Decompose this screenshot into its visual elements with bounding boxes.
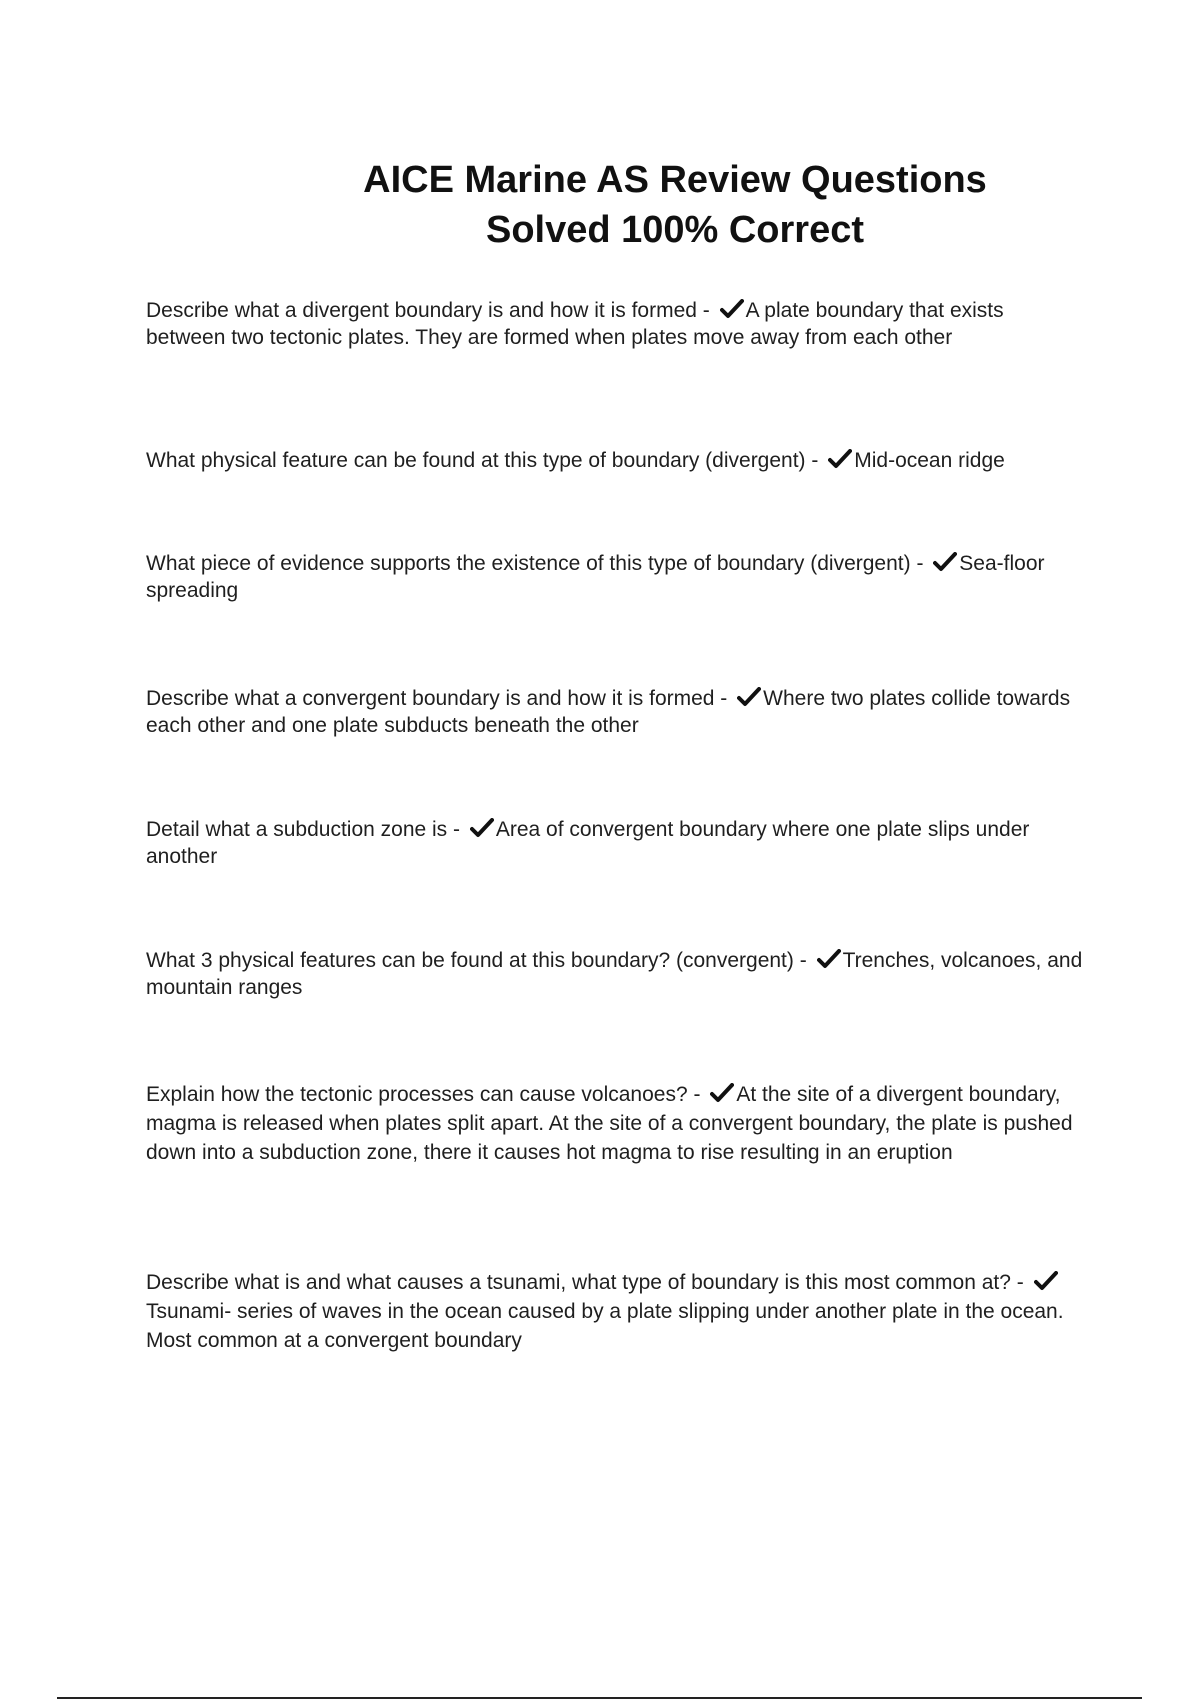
checkmark-icon [720, 299, 744, 319]
separator: - [1010, 1271, 1030, 1294]
document-title [330, 155, 1020, 255]
footer-divider [57, 1697, 1142, 1699]
separator: - [793, 949, 813, 972]
separator: - [447, 818, 466, 841]
separator: - [910, 552, 930, 575]
question-text: Describe what a divergent boundary is and how it is formed [146, 299, 697, 322]
qa-item [146, 1080, 1086, 1167]
qa-item [146, 685, 1086, 739]
checkmark-icon [737, 687, 761, 707]
checkmark-icon [710, 1083, 734, 1103]
title-line-2: Solved 100% Correct [485, 209, 865, 251]
answer-text: Mid-ocean ridge [854, 449, 1005, 472]
question-text: Detail what a subduction zone is [146, 818, 448, 841]
qa-item [146, 297, 1086, 351]
answer-text: Area of convergent boundary where one plate slips under another [146, 818, 1030, 868]
question-text: What piece of evidence supports the existence of this type of boundary (divergent) [146, 552, 911, 575]
separator: - [696, 299, 716, 322]
checkmark-icon [817, 949, 841, 969]
answer-text: Trenches, volcanoes, and mountain ranges [146, 949, 1083, 999]
checkmark-icon [1034, 1271, 1058, 1291]
checkmark-icon [470, 818, 494, 838]
answer-text: At the site of a divergent boundary, magma is released when plates split apart. At the site of a convergent boundary, the plate is pushed down into a subduction zone, there it causes hot magma to rise resulting in an eruption [146, 1083, 1073, 1164]
question-text: What 3 physical features can be found at this boundary? (convergent) [146, 949, 794, 972]
question-text: What physical feature can be found at this type of boundary (divergent) [146, 449, 806, 472]
answer-text: Sea-floor spreading [146, 552, 1045, 602]
checkmark-icon [933, 552, 957, 572]
qa-item [146, 947, 1086, 1001]
question-text: Explain how the tectonic processes can cause volcanoes? [146, 1083, 688, 1106]
separator: - [805, 449, 825, 472]
answer-text: Where two plates collide towards each other and one plate subducts beneath the other [146, 687, 1071, 737]
question-text: Describe what is and what causes a tsunami, what type of boundary is this most common at? [146, 1271, 1011, 1294]
answer-text: Tsunami- series of waves in the ocean caused by a plate slipping under another plate in the ocean. Most common at a convergent boundary [146, 1300, 1064, 1352]
qa-item [146, 447, 1086, 474]
qa-item [146, 550, 1086, 604]
question-text: Describe what a convergent boundary is and how it is formed [146, 687, 715, 710]
title-line-1: AICE Marine AS Review Questions [363, 159, 987, 201]
qa-item [146, 816, 1086, 870]
qa-item [146, 1268, 1086, 1355]
answer-text: A plate boundary that exists between two tectonic plates. They are formed when plates move away from each other [146, 299, 1004, 349]
checkmark-icon [828, 449, 852, 469]
separator: - [714, 687, 734, 710]
separator: - [687, 1083, 707, 1106]
